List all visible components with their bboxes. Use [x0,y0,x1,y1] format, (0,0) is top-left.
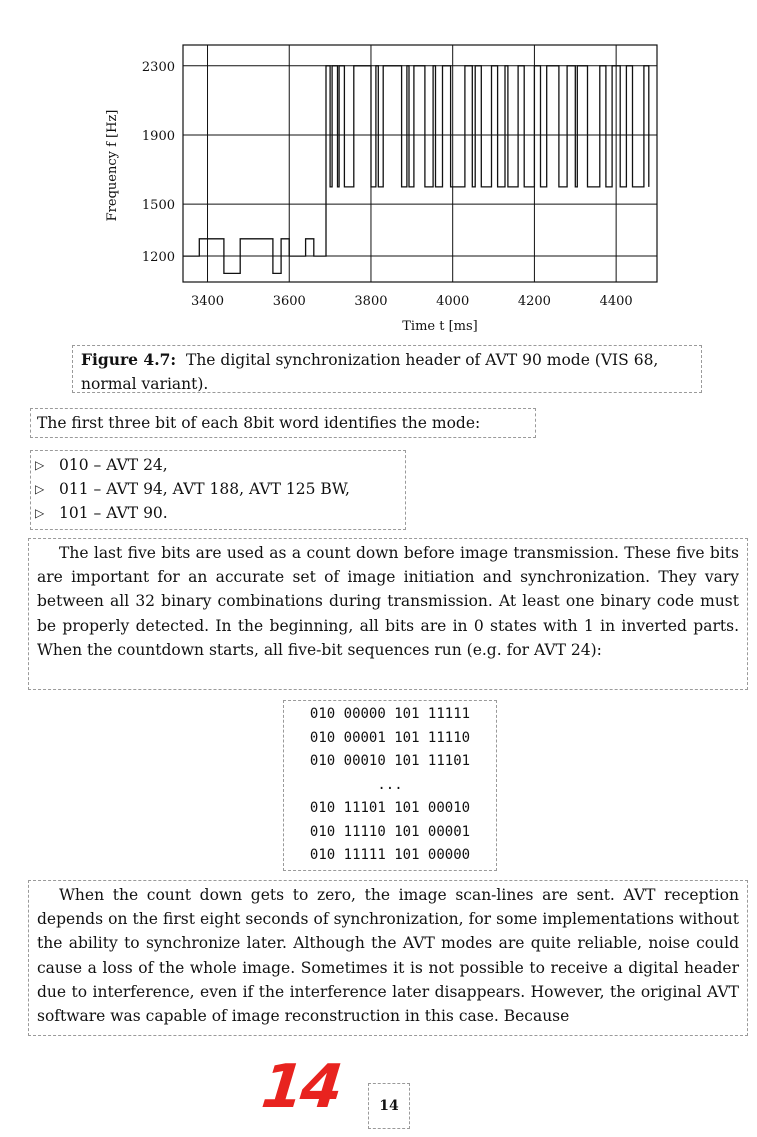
x-tick-label: 4400 [599,294,633,309]
paragraph-reception [28,880,748,1036]
y-axis-title: Frequency f [Hz] [105,109,120,222]
code-line: 010 00001 101 11110 [309,729,471,746]
frequency-time-chart [0,0,757,340]
code-line: 010 00000 101 11111 [309,706,471,722]
paragraph-text: When the count down gets to zero, the image scan-lines are sent. AVT reception depends on the first eight seconds of synchronization, for some implementations without the ability to synchronize later. Although the AVT modes are quite reliable, noise could cause a loss of the whole image. Sometimes it is not possible to receive a digital header due to interference, even if the interference later disappears. However, the original AVT software was capable of image reconstruction in this case. Because [37,886,739,1026]
paragraph-text: The last five bits are used as a count down before image transmission. These five bits are important for an accurate set of image initiation and synchronization. They vary between all 32 binary combinations during transmission. At least one binary code must be properly detected. In the beginning, all bits are in 0 states with 1 in inverted parts. When the countdown starts, all five-bit sequences run (e.g. for AVT 24): [37,544,739,659]
bit-sequence-block [283,700,497,871]
mode-item-text: 011 – AVT 94, AVT 188, AVT 125 BW, [59,480,350,498]
code-line: 010 00010 101 11101 [309,753,471,769]
list-item [35,501,405,525]
x-tick-label: 3400 [190,294,225,309]
mode-list [30,450,406,530]
y-tick-label: 1500 [141,198,175,214]
code-line: 010 11110 101 00001 [309,823,471,840]
sync-signal-line [183,66,649,274]
x-tick-label: 4000 [436,294,470,309]
y-tick-label: 1200 [141,250,175,266]
paragraph-countdown [28,538,748,690]
page-mark: 14 [258,1052,344,1122]
triangle-bullet-icon: ▷ [35,482,45,496]
plot-frame [183,45,657,282]
intro-text: The first three bit of each 8bit word identifies the mode: [30,408,536,438]
x-tick-label: 3800 [354,294,388,309]
y-tick-label: 1900 [141,128,175,144]
triangle-bullet-icon: ▷ [35,458,45,472]
list-item [35,453,405,477]
mode-item-text: 010 – AVT 24, [59,456,168,474]
y-tick-label: 2300 [141,59,175,75]
code-ellipsis: ... [377,776,403,793]
list-item [35,477,405,501]
figure-label: Figure 4.7: [81,350,177,369]
x-tick-label: 3600 [272,294,306,309]
code-line: 010 11101 101 00010 [309,800,471,816]
mode-item-text: 101 – AVT 90. [59,504,168,522]
triangle-bullet-icon: ▷ [35,506,45,520]
page-number: 14 [368,1083,410,1129]
code-line: 010 11111 101 00000 [309,847,471,863]
figure-caption-text: The digital synchronization header of AVT 90 mode (VIS 68, normal variant). [81,351,659,393]
x-tick-label: 4200 [517,294,551,309]
chart-grid [183,45,657,282]
x-axis-title: Time t [ms] [402,319,478,334]
figure-caption [72,345,702,393]
